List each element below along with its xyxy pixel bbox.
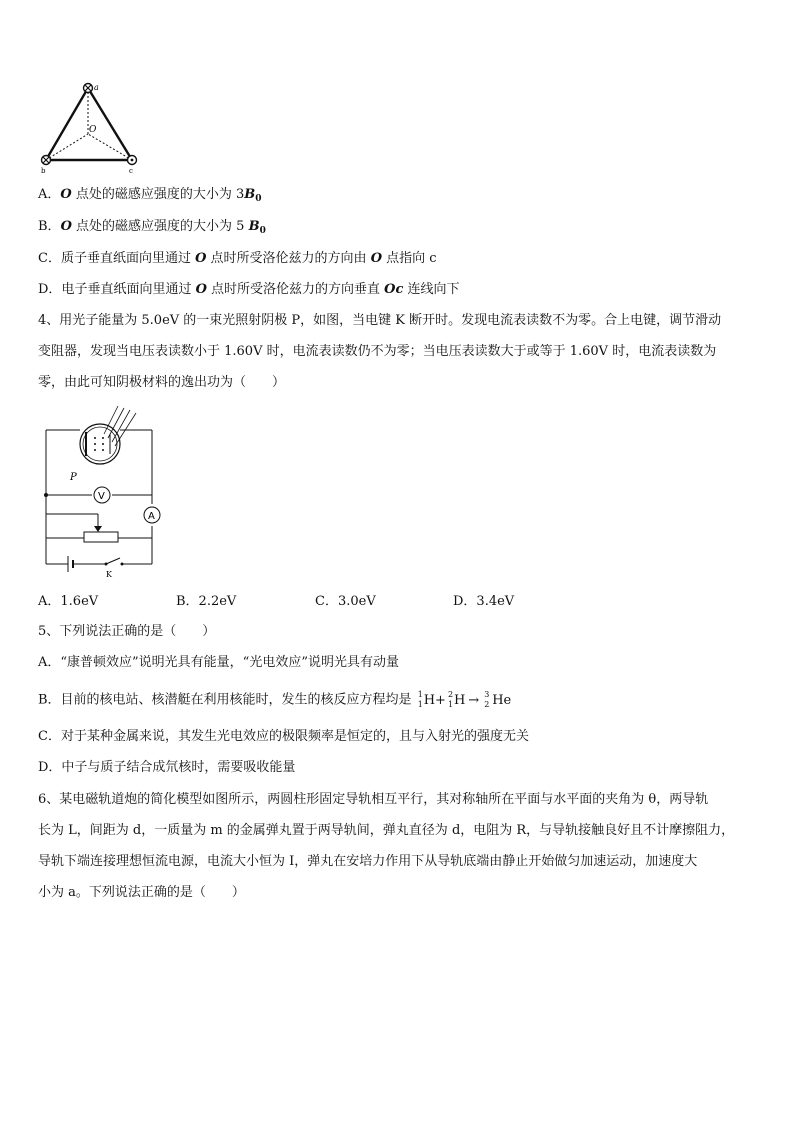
ammeter-icon: [144, 507, 160, 523]
q5-stem: 5、下列说法正确的是（ ）: [38, 624, 216, 639]
q4-stem: 4、用光子能量为 5.0eV 的一束光照射阴极 P，如图，当电键 K 断开时。发现电流表读数不为零。合上电键，调节滑动 变阻器，发现当电压表读数小于 1.60V 时，电流表读数仍不为零；当电压表读数大于或等于 1.60V 时，电流表读数为 零，由此可知阴极材料的逸出功为（ ）: [38, 313, 722, 390]
q4-option-c: C．3.0eV: [315, 594, 376, 609]
q3-option-d: D．电子垂直纸面向里通过 O 点时所受洛伦兹力的方向垂直 Oc 连线向下: [38, 282, 460, 297]
svg-text:P: P: [70, 472, 77, 483]
q5-option-b: B．目前的核电站、核潜艇在利用核能时，发生的核反应方程均是 1 1 H+ 2 1 H → 3 2 He: [38, 690, 512, 709]
svg-text:K: K: [106, 570, 112, 579]
nuclear-reaction-formula: 1 1 H+ 2 1 H → 3 2 He: [417, 690, 512, 709]
q3-option-b: B．O 点处的磁感应强度的大小为 5 $B_0$: [38, 219, 266, 236]
svg-text:c: c: [129, 167, 133, 175]
q5-option-a: A．“康普顿效应”说明光具有能量，“光电效应”说明光具有动量: [38, 655, 399, 670]
q4-option-d: D．3.4eV: [453, 594, 515, 609]
svg-text:b: b: [41, 167, 46, 175]
svg-text:a: a: [94, 83, 99, 92]
svg-text:V: V: [98, 491, 105, 502]
wire-b-into-page-icon: [42, 156, 51, 165]
wire-a-into-page-icon: [84, 84, 93, 93]
voltmeter-icon: [94, 487, 110, 503]
q5-option-d: D．中子与质子结合成氘核时，需要吸收能量: [38, 760, 296, 775]
q6-stem: 6、某电磁轨道炮的简化模型如图所示，两圆柱形固定导轨相互平行，其对称轴所在平面与水平面的夹角为 θ，两导轨 长为 L，间距为 d，一质量为 m 的金属弹丸置于两导轨间，弹丸直径为 d，电阻为 R，与导轨接触良好且不计摩擦阻力， 导轨下端连接理想恒流电源，电流大小恒为 I，弹丸在安培力作用下从导轨底端由静止开始做匀加速运动，加速度大 小为 a。下列说法正确的是（ ）: [38, 792, 735, 900]
q3-option-a: A．O 点处的磁感应强度的大小为 $3B_0$: [38, 187, 262, 204]
q4-option-b: B．2.2eV: [176, 594, 237, 609]
triangle-wires-figure: [34, 80, 144, 176]
svg-text:A: A: [148, 511, 155, 522]
q5-option-c: C．对于某种金属来说，其发生光电效应的极限频率是恒定的，且与入射光的强度无关: [38, 729, 529, 744]
wire-c-out-of-page-icon: [128, 156, 137, 165]
q3-option-c: C．质子垂直纸面向里通过 O 点时所受洛伦兹力的方向由 O 点指向 c: [38, 251, 437, 266]
svg-text:O: O: [89, 125, 97, 135]
photoelectric-circuit-figure: [38, 404, 168, 580]
q4-option-a: A．1.6eV: [38, 594, 99, 609]
